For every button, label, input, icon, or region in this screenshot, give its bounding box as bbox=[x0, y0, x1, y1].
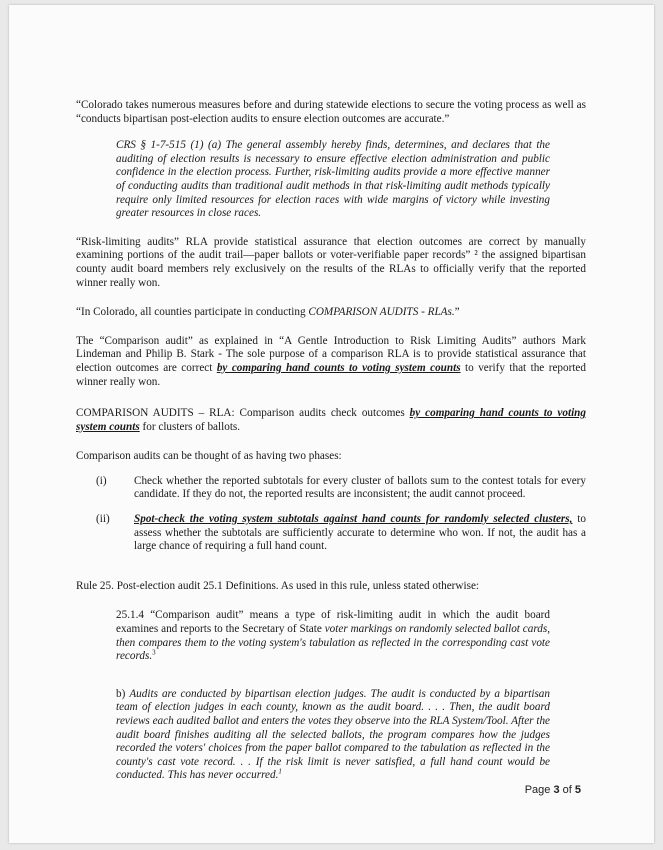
colorado-text: “In Colorado, all counties participate in conducting bbox=[76, 306, 309, 319]
document-page bbox=[9, 5, 654, 843]
phase-text bbox=[134, 513, 586, 554]
definition-text: 25.1.4 “Comparison audit” means a type of risk-limiting audit in which the audit board examines and reports to the Secretary of State bbox=[116, 609, 550, 636]
comparison-suffix: for clusters of ballots. bbox=[139, 420, 241, 433]
audit-procedure-quote bbox=[116, 688, 550, 783]
gentle-suffix: to verify that the reported winner really won. bbox=[76, 361, 586, 388]
phase-number: (i) bbox=[96, 474, 107, 487]
colorado-close-quote: ” bbox=[454, 306, 460, 319]
intro-paragraph: “Colorado takes numerous measures before and during statewide elections to secure the voting process as well as “conducts bipartisan post-election audits to ensure election outcomes are accurate.” bbox=[76, 99, 586, 125]
crs-statute-quote: CRS § 1-7-515 (1) (a) The general assembly hereby finds, determines, and declares that the auditing of election results is necessary to ensure effective election administration and public confidence in the election process. Further, risk-limiting audits provide a more effective manner of conducting audits than traditional audit methods in that risk-limiting audit methods typically require only limited resources for election races with wide margins of victory while investing greater resources in close races. bbox=[116, 139, 550, 220]
phase-emphasis: Spot-check the voting system subtotals against hand counts for randomly selected clusters, bbox=[134, 513, 573, 526]
phase-text: Check whether the reported subtotals for every cluster of ballots sum to the contest totals for every candidate. If they do not, the reported results are inconsistent; the audit cannot proceed. bbox=[134, 474, 586, 501]
definition-italic: voter markings on randomly selected ballot cards, then compares them to the voting system's tabulation as reflected in the corresponding cast vote records. bbox=[116, 623, 551, 663]
footnote-marker: 1 bbox=[278, 767, 282, 776]
colorado-paragraph bbox=[76, 306, 586, 320]
gentle-emphasis: by comparing hand counts to voting system counts bbox=[216, 361, 461, 374]
comparison-emphasis: by comparing hand counts to voting system counts bbox=[76, 407, 586, 433]
comparison-audits-italic: COMPARISON AUDITS - RLAs. bbox=[308, 306, 455, 319]
page-of: of bbox=[559, 784, 575, 796]
page-total: 5 bbox=[574, 784, 581, 796]
rule-25-heading: Rule 25. Post-election audit 25.1 Definitions. As used in this rule, unless stated otherwise: bbox=[76, 579, 480, 592]
page-number bbox=[525, 784, 581, 796]
page-current: 3 bbox=[553, 784, 560, 796]
item-label: b) bbox=[116, 687, 130, 700]
gentle-intro-paragraph bbox=[76, 335, 586, 389]
comparison-rla-paragraph bbox=[76, 407, 586, 434]
audit-procedure-text: Audits are conducted by bipartisan election judges. The audit is conducted by a bipartisan team of election judges in each county, known as the audit board. . . . Then, the audit board reviews each audited ballot and enters the votes they observe into the RLA System/Tool. After the audit board finishes auditing all the selected ballots, the program compares how the judges recorded the voters' choices from the paper ballot compared to the tabulation as reflected in the county's cast vote record. . . If the risk limit is never satisfied, a full hand count would be conducted. This has never occurred. bbox=[116, 687, 550, 782]
footnote-marker: 3 bbox=[152, 648, 156, 657]
comparison-audit-definition bbox=[116, 609, 550, 663]
document-body bbox=[76, 91, 586, 783]
rla-paragraph: “Risk-limiting audits” RLA provide statistical assurance that election outcomes are correct by manually examining portions of the audit trail—paper ballots or voter-verifiable paper records” ² the assigned bipartisan county audit board members rely exclusively on the results of the RLAs to officially verify that the reported winner really won. bbox=[76, 235, 586, 289]
phase-item-1 bbox=[96, 475, 586, 502]
phase-text-rest: to assess whether the subtotals are sufficiently accurate to determine who won. If not, the audit has a large chance of requiring a full hand count. bbox=[134, 513, 587, 553]
page-label: Page bbox=[524, 784, 554, 796]
phases-intro: Comparison audits can be thought of as having two phases: bbox=[76, 450, 342, 463]
comparison-text: COMPARISON AUDITS – RLA: Comparison audits check outcomes bbox=[76, 407, 410, 420]
gentle-text: The “Comparison audit” as explained in “A Gentle Introduction to Risk Limiting Audits” authors Mark Lindeman and Philip B. Stark - The sole purpose of a comparison RLA is to provide statistical assurance that election outcomes are correct bbox=[76, 334, 586, 374]
phase-number: (ii) bbox=[96, 513, 110, 526]
phase-item-2 bbox=[96, 513, 586, 554]
